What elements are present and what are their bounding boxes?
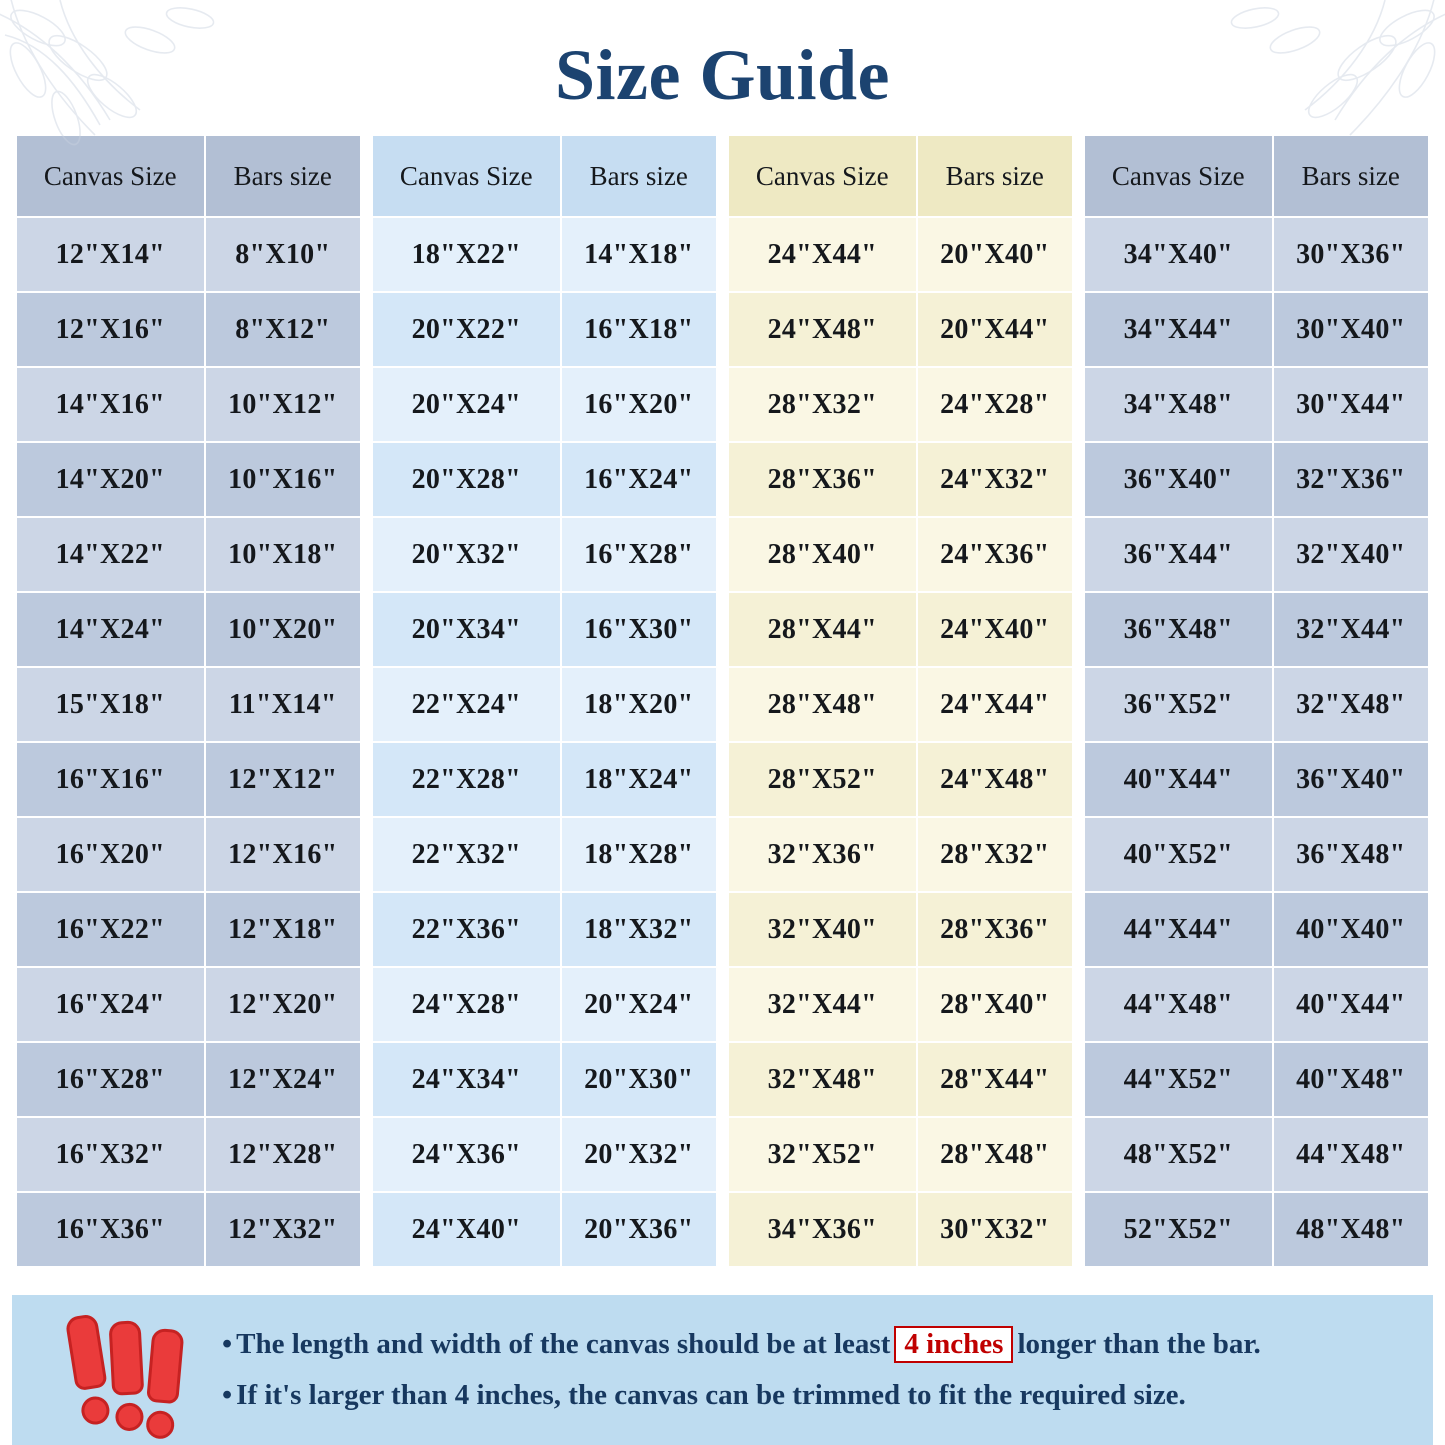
page-title: Size Guide [554, 35, 890, 115]
cell-bars-size: 16"X24" [561, 442, 717, 517]
table-row [372, 367, 717, 442]
cell-bars-size: 12"X32" [205, 1192, 361, 1267]
cell-bars-size: 24"X48" [917, 742, 1073, 817]
table-row [372, 217, 717, 292]
table-row [16, 592, 361, 667]
table-row [1084, 1192, 1429, 1267]
cell-canvas-size: 22"X36" [372, 892, 561, 967]
table-row [728, 217, 1073, 292]
table-row [372, 1192, 717, 1267]
warning-icons [22, 1315, 222, 1425]
table-row [1084, 367, 1429, 442]
cell-bars-size: 11"X14" [205, 667, 361, 742]
table-row [728, 892, 1073, 967]
cell-bars-size: 32"X36" [1273, 442, 1429, 517]
cell-bars-size: 20"X36" [561, 1192, 717, 1267]
cell-bars-size: 10"X16" [205, 442, 361, 517]
cell-bars-size: 18"X20" [561, 667, 717, 742]
cell-canvas-size: 44"X44" [1084, 892, 1273, 967]
cell-bars-size: 28"X48" [917, 1117, 1073, 1192]
cell-bars-size: 30"X40" [1273, 292, 1429, 367]
table-header-row [372, 135, 717, 217]
table-row [16, 1042, 361, 1117]
cell-canvas-size: 22"X24" [372, 667, 561, 742]
table-row [372, 1117, 717, 1192]
column-header-canvas-size: Canvas Size [1084, 135, 1273, 217]
table-row [16, 1117, 361, 1192]
bullet-glyph: • [222, 1379, 233, 1411]
cell-bars-size: 18"X32" [561, 892, 717, 967]
cell-bars-size: 16"X28" [561, 517, 717, 592]
size-table-3 [728, 135, 1073, 1267]
cell-bars-size: 12"X28" [205, 1117, 361, 1192]
cell-canvas-size: 28"X52" [728, 742, 917, 817]
cell-bars-size: 24"X32" [917, 442, 1073, 517]
cell-canvas-size: 36"X48" [1084, 592, 1273, 667]
cell-canvas-size: 24"X36" [372, 1117, 561, 1192]
table-row [1084, 1117, 1429, 1192]
cell-bars-size: 36"X48" [1273, 817, 1429, 892]
table-row [372, 292, 717, 367]
table-row [1084, 592, 1429, 667]
cell-canvas-size: 36"X52" [1084, 667, 1273, 742]
table-row [728, 592, 1073, 667]
cell-bars-size: 20"X44" [917, 292, 1073, 367]
cell-canvas-size: 20"X32" [372, 517, 561, 592]
cell-bars-size: 24"X36" [917, 517, 1073, 592]
size-table-1 [16, 135, 361, 1267]
cell-canvas-size: 24"X48" [728, 292, 917, 367]
cell-canvas-size: 16"X20" [16, 817, 205, 892]
cell-bars-size: 12"X16" [205, 817, 361, 892]
cell-bars-size: 20"X30" [561, 1042, 717, 1117]
cell-canvas-size: 16"X36" [16, 1192, 205, 1267]
cell-canvas-size: 14"X22" [16, 517, 205, 592]
table-row [1084, 1042, 1429, 1117]
cell-canvas-size: 24"X44" [728, 217, 917, 292]
cell-bars-size: 12"X18" [205, 892, 361, 967]
cell-bars-size: 14"X18" [561, 217, 717, 292]
cell-canvas-size: 36"X44" [1084, 517, 1273, 592]
cell-bars-size: 20"X40" [917, 217, 1073, 292]
table-row [16, 667, 361, 742]
cell-canvas-size: 36"X40" [1084, 442, 1273, 517]
table-row [16, 967, 361, 1042]
cell-bars-size: 18"X28" [561, 817, 717, 892]
cell-bars-size: 44"X48" [1273, 1117, 1429, 1192]
cell-bars-size: 18"X24" [561, 742, 717, 817]
cell-canvas-size: 32"X44" [728, 967, 917, 1042]
cell-bars-size: 32"X48" [1273, 667, 1429, 742]
bullet-glyph: • [222, 1327, 233, 1360]
cell-canvas-size: 28"X44" [728, 592, 917, 667]
table-row [16, 442, 361, 517]
table-row [16, 517, 361, 592]
cell-canvas-size: 16"X32" [16, 1117, 205, 1192]
cell-bars-size: 10"X12" [205, 367, 361, 442]
cell-canvas-size: 40"X52" [1084, 817, 1273, 892]
cell-bars-size: 30"X32" [917, 1192, 1073, 1267]
size-table-2 [372, 135, 717, 1267]
cell-canvas-size: 34"X36" [728, 1192, 917, 1267]
cell-bars-size: 8"X10" [205, 217, 361, 292]
table-row [728, 292, 1073, 367]
table-row [16, 217, 361, 292]
note-line-2 [222, 1376, 1415, 1415]
cell-bars-size: 30"X36" [1273, 217, 1429, 292]
cell-bars-size: 28"X32" [917, 817, 1073, 892]
cell-bars-size: 30"X44" [1273, 367, 1429, 442]
cell-bars-size: 16"X18" [561, 292, 717, 367]
cell-bars-size: 40"X40" [1273, 892, 1429, 967]
table-row [728, 1117, 1073, 1192]
table-row [728, 517, 1073, 592]
cell-canvas-size: 24"X34" [372, 1042, 561, 1117]
cell-bars-size: 48"X48" [1273, 1192, 1429, 1267]
cell-canvas-size: 44"X48" [1084, 967, 1273, 1042]
table-row [16, 292, 361, 367]
table-header-row [16, 135, 361, 217]
cell-canvas-size: 32"X40" [728, 892, 917, 967]
cell-canvas-size: 20"X24" [372, 367, 561, 442]
cell-bars-size: 40"X44" [1273, 967, 1429, 1042]
cell-canvas-size: 32"X48" [728, 1042, 917, 1117]
table-row [1084, 967, 1429, 1042]
table-row [1084, 667, 1429, 742]
column-header-bars-size: Bars size [1273, 135, 1429, 217]
table-row [16, 367, 361, 442]
table-row [372, 892, 717, 967]
cell-bars-size: 28"X44" [917, 1042, 1073, 1117]
cell-bars-size: 24"X40" [917, 592, 1073, 667]
table-row [728, 442, 1073, 517]
cell-canvas-size: 12"X16" [16, 292, 205, 367]
cell-canvas-size: 24"X40" [372, 1192, 561, 1267]
table-row [372, 517, 717, 592]
cell-canvas-size: 16"X22" [16, 892, 205, 967]
cell-canvas-size: 40"X44" [1084, 742, 1273, 817]
cell-canvas-size: 14"X20" [16, 442, 205, 517]
cell-canvas-size: 28"X48" [728, 667, 917, 742]
cell-bars-size: 12"X12" [205, 742, 361, 817]
cell-bars-size: 36"X40" [1273, 742, 1429, 817]
exclamation-icon [65, 1313, 114, 1427]
table-row [1084, 217, 1429, 292]
table-row [728, 742, 1073, 817]
table-row [372, 667, 717, 742]
note-line-1 [222, 1325, 1415, 1364]
cell-canvas-size: 24"X28" [372, 967, 561, 1042]
column-header-canvas-size: Canvas Size [728, 135, 917, 217]
table-row [372, 967, 717, 1042]
table-row [1084, 292, 1429, 367]
table-row [1084, 892, 1429, 967]
table-row [1084, 817, 1429, 892]
cell-canvas-size: 20"X34" [372, 592, 561, 667]
cell-canvas-size: 18"X22" [372, 217, 561, 292]
cell-canvas-size: 28"X40" [728, 517, 917, 592]
cell-canvas-size: 16"X28" [16, 1042, 205, 1117]
table-row [728, 1042, 1073, 1117]
exclamation-icon [108, 1320, 146, 1432]
cell-canvas-size: 20"X22" [372, 292, 561, 367]
cell-canvas-size: 48"X52" [1084, 1117, 1273, 1192]
cell-canvas-size: 28"X36" [728, 442, 917, 517]
cell-bars-size: 10"X20" [205, 592, 361, 667]
cell-canvas-size: 20"X28" [372, 442, 561, 517]
column-header-canvas-size: Canvas Size [372, 135, 561, 217]
table-row [1084, 517, 1429, 592]
table-row [372, 742, 717, 817]
cell-bars-size: 32"X40" [1273, 517, 1429, 592]
table-row [16, 892, 361, 967]
table-row [728, 967, 1073, 1042]
note-line-1-part-2: longer than the bar. [1017, 1327, 1261, 1360]
table-row [16, 1192, 361, 1267]
column-header-bars-size: Bars size [917, 135, 1073, 217]
cell-canvas-size: 14"X16" [16, 367, 205, 442]
table-row [372, 1042, 717, 1117]
note-text [222, 1325, 1415, 1415]
cell-canvas-size: 34"X44" [1084, 292, 1273, 367]
exclamation-icon [143, 1328, 184, 1440]
column-header-bars-size: Bars size [205, 135, 361, 217]
table-row [372, 817, 717, 892]
cell-canvas-size: 16"X16" [16, 742, 205, 817]
cell-bars-size: 28"X36" [917, 892, 1073, 967]
cell-canvas-size: 15"X18" [16, 667, 205, 742]
table-row [372, 592, 717, 667]
cell-bars-size: 20"X32" [561, 1117, 717, 1192]
table-row [728, 1192, 1073, 1267]
table-row [1084, 442, 1429, 517]
cell-canvas-size: 12"X14" [16, 217, 205, 292]
column-header-canvas-size: Canvas Size [16, 135, 205, 217]
table-row [16, 742, 361, 817]
note-line-1-part-1: The length and width of the canvas should be at least [236, 1327, 891, 1360]
table-row [728, 367, 1073, 442]
cell-bars-size: 8"X12" [205, 292, 361, 367]
table-header-row [728, 135, 1073, 217]
cell-canvas-size: 32"X52" [728, 1117, 917, 1192]
cell-canvas-size: 28"X32" [728, 367, 917, 442]
cell-canvas-size: 22"X28" [372, 742, 561, 817]
cell-canvas-size: 34"X40" [1084, 217, 1273, 292]
cell-bars-size: 12"X20" [205, 967, 361, 1042]
table-row [1084, 742, 1429, 817]
note-panel [12, 1295, 1433, 1445]
table-row [372, 442, 717, 517]
column-header-bars-size: Bars size [561, 135, 717, 217]
cell-bars-size: 24"X44" [917, 667, 1073, 742]
table-row [728, 667, 1073, 742]
cell-bars-size: 10"X18" [205, 517, 361, 592]
size-table-4 [1084, 135, 1429, 1267]
table-row [16, 817, 361, 892]
highlight-4-inches: 4 inches [894, 1326, 1013, 1363]
cell-canvas-size: 52"X52" [1084, 1192, 1273, 1267]
table-row [728, 817, 1073, 892]
cell-bars-size: 28"X40" [917, 967, 1073, 1042]
cell-canvas-size: 22"X32" [372, 817, 561, 892]
cell-bars-size: 12"X24" [205, 1042, 361, 1117]
cell-bars-size: 40"X48" [1273, 1042, 1429, 1117]
cell-canvas-size: 44"X52" [1084, 1042, 1273, 1117]
cell-bars-size: 16"X20" [561, 367, 717, 442]
note-line-2-text: If it's larger than 4 inches, the canvas can be trimmed to fit the required size. [236, 1379, 1186, 1411]
cell-canvas-size: 32"X36" [728, 817, 917, 892]
cell-bars-size: 16"X30" [561, 592, 717, 667]
size-tables-container [0, 135, 1445, 1267]
cell-bars-size: 32"X44" [1273, 592, 1429, 667]
cell-canvas-size: 16"X24" [16, 967, 205, 1042]
cell-canvas-size: 14"X24" [16, 592, 205, 667]
cell-bars-size: 24"X28" [917, 367, 1073, 442]
cell-canvas-size: 34"X48" [1084, 367, 1273, 442]
cell-bars-size: 20"X24" [561, 967, 717, 1042]
table-header-row [1084, 135, 1429, 217]
